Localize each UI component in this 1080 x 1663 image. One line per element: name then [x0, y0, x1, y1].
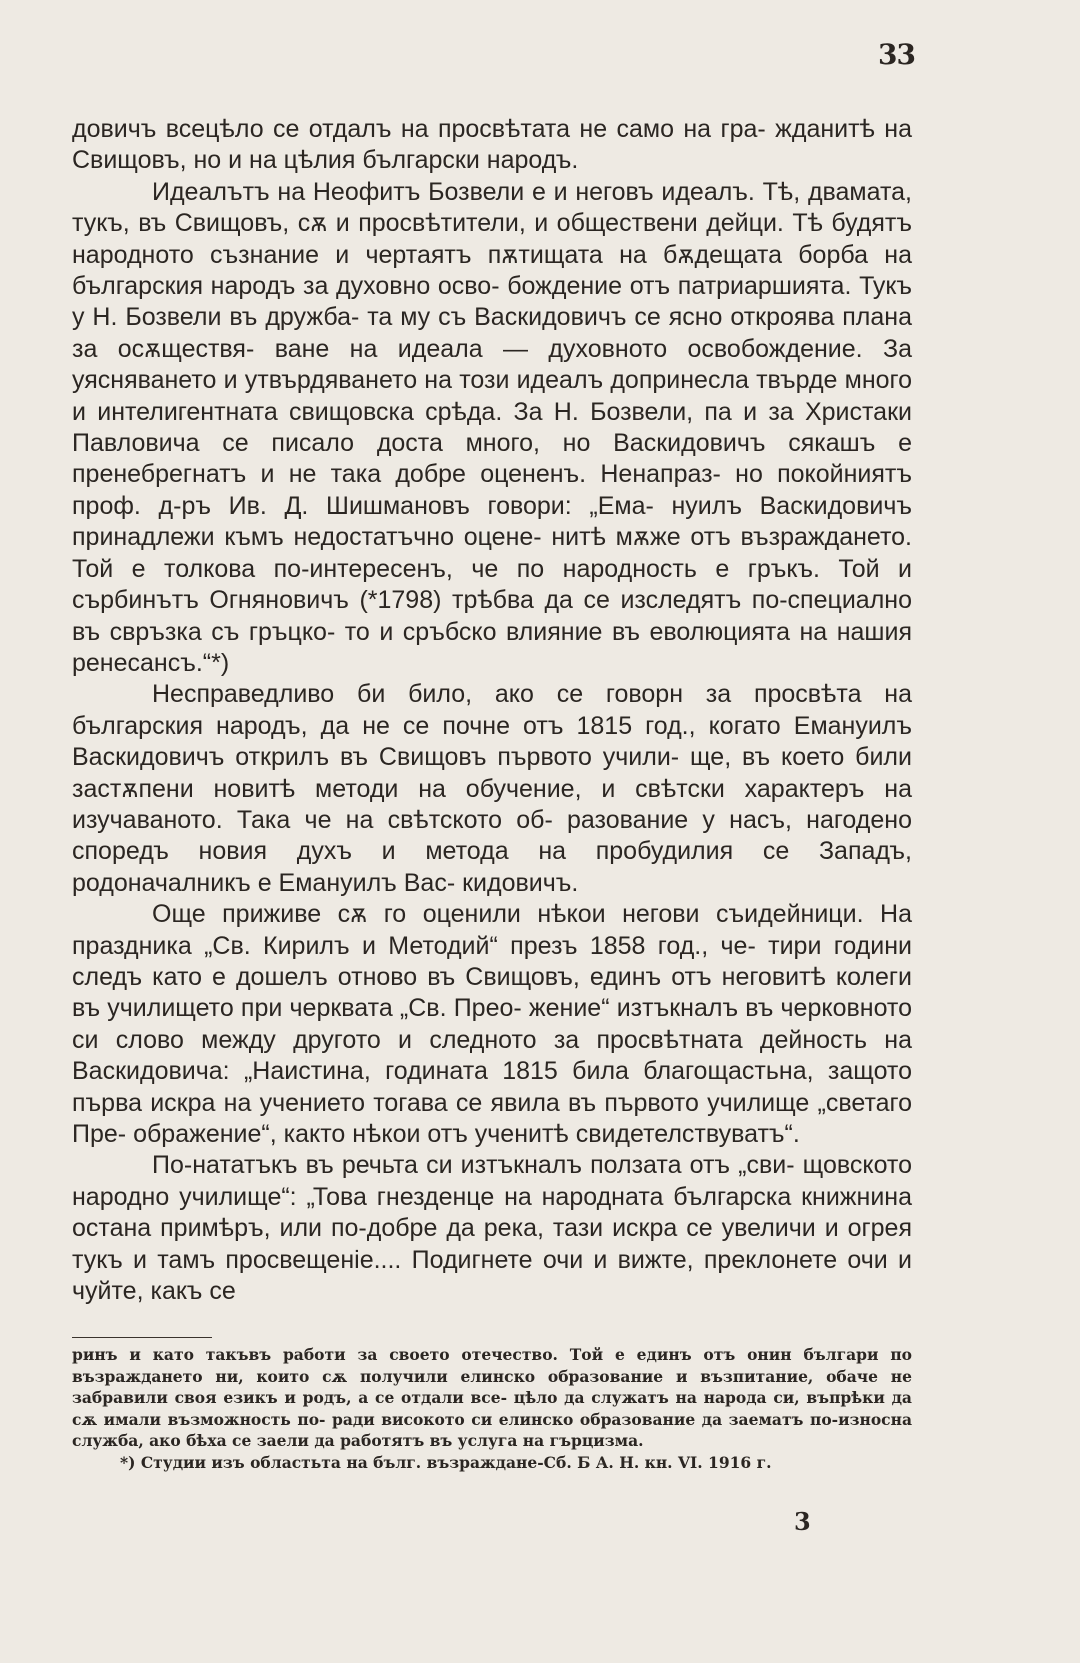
- text-line: нуилъ Васкидовичъ принадлежи къмъ недостатъчно оцене-: [72, 491, 912, 552]
- footnote-line: българи по възраждането ни, които сѫ получили елинско образование: [72, 1345, 912, 1386]
- text-line: Още приживе сѫ го оценили нѣкои негови съидейници.: [152, 900, 864, 929]
- text-line: то и сръбско влияние въ еволюцията на нашия ренесансъ.“*): [72, 617, 912, 677]
- text-line: На праздника „Св. Кирилъ и Методий“ презъ 1858 год., че-: [72, 900, 912, 960]
- page-number: 33: [878, 38, 915, 71]
- text-line: жение“ изтъкналъ въ черковното си слово между другото и: [72, 994, 913, 1054]
- footnote-line: цѣло да служатъ на народа си, въпрѣки да сѫ имали възможность по-: [72, 1388, 912, 1429]
- footnote-continuation: [72, 1344, 912, 1452]
- footnotes: [72, 1344, 912, 1474]
- text-line: отъ неговитѣ колеги въ училището при черквата „Св. Прео-: [72, 962, 912, 1023]
- paragraph-4: [72, 899, 912, 1150]
- text-line: двамата, тукъ, въ Свищовъ, сѫ и просвѣтители, и обществени: [72, 177, 912, 238]
- text-line: Идеалътъ на Неофитъ Бозвели е и неговъ идеалъ. Тѣ,: [152, 177, 801, 206]
- text-line: ображение“, както нѣкои отъ ученитѣ свидетелствуватъ“.: [133, 1120, 800, 1148]
- text-line: кидовичъ.: [462, 868, 579, 897]
- text-line: Подигнете очи и вижте, преклонете очи и чуйте, какъ се: [72, 1245, 912, 1306]
- text-line: нитѣ мѫже отъ възраждането. Той е толкова по-интересенъ,: [72, 523, 913, 583]
- text-line: учението тогава се явила въ първото училище „светаго Пре-: [72, 1088, 912, 1148]
- text-line: разование у насъ, нагодено споредъ новия духъ и метода: [72, 805, 912, 866]
- signature-mark: 3: [794, 1507, 811, 1536]
- text-line: следното за просвѣтната дейность на Васкидовича: „Наистина,: [72, 1025, 913, 1086]
- footnote-line: ринъ и като такъвъ работи за своето отечество. Той е единъ отъ онин: [72, 1345, 792, 1364]
- text-line: на пробудилия се Западъ, родоначалникъ е Емануилъ Вас-: [72, 837, 913, 897]
- text-line: свѣтски характеръ на изучаваното. Така че на свѣтското об-: [72, 774, 912, 834]
- paragraph-2: [72, 177, 912, 680]
- text-line: и утвърдяването на този идеалъ допринесла твърде много: [223, 366, 912, 395]
- text-line: дейци. Тѣ будятъ народното съзнание и чертаятъ пѫтищата: [72, 209, 913, 269]
- text-line: По-нататъкъ въ речьта си изтъкналъ ползата отъ „сви-: [152, 1151, 795, 1180]
- text-line: че по народность е гръкъ. Той и сърбинътъ Огняновичъ (*1798): [72, 554, 913, 615]
- text-line: довичъ всецѣло се отдалъ на просвѣтата не само на гра-: [72, 115, 766, 143]
- text-line: тази искра се увеличи и огрея тукъ и тамъ просвещеніе....: [72, 1214, 913, 1274]
- main-text: [72, 114, 912, 1307]
- text-line: бождение отъ патриаршията. Тукъ у Н. Бозвели въ дружба-: [72, 272, 912, 332]
- footnote-citation: *) Студии изъ областьта на бълг. възраждане-Сб. Б А. Н. кн. VI. 1916 г.: [120, 1452, 772, 1472]
- text-line: тири години следъ като е дошелъ отново въ Свищовъ, единъ: [72, 931, 912, 991]
- text-line: трѣбва да се изследятъ по-специално въ свръзка съ гръцко-: [72, 586, 912, 646]
- paragraph-1: [72, 114, 912, 177]
- text-line: Христаки Павловича се писало доста много, но Васкидовичъ: [72, 397, 912, 458]
- footnote-line: ради високото си елинско образование да заематъ по-износна служба,: [72, 1409, 912, 1451]
- text-line: сякашъ е пренебрегнатъ и не така добре оцененъ. Ненапраз-: [72, 429, 912, 489]
- text-line: но покойниятъ проф. д-ръ Ив. Д. Шишмановъ говори: „Ема-: [72, 460, 912, 520]
- text-line: жданитѣ на Свищовъ, но и на цѣлия български народъ.: [72, 115, 912, 175]
- text-line: българска книжнина остана примѣръ, или по-добре да река,: [72, 1182, 912, 1243]
- footnote-line: и възпитание, обаче не забравили своя езикъ и родъ, а се отдали все-: [72, 1366, 912, 1408]
- text-line: щовското народно училище“: „Това гнезденце на народната: [72, 1151, 913, 1211]
- paragraph-5: [72, 1150, 912, 1307]
- text-line: ще, въ което били застѫпени новитѣ методи на обучение, и: [72, 743, 912, 803]
- text-line: ване на идеала — духовното освобождение. За уясняването: [72, 334, 912, 395]
- text-line: Емануилъ Васкидовичъ открилъ въ Свищовъ първото учили-: [72, 711, 913, 772]
- text-line: на бѫдещата борба на българския народъ за духовно осво-: [72, 240, 912, 301]
- footnote-divider: [72, 1337, 212, 1338]
- text-line: и интелигентната свищовска срѣда. За Н. Бозвели, па и за: [72, 397, 794, 426]
- text-line: българския народъ, да не се почне отъ 1815 год., когато: [72, 711, 781, 740]
- text-line: годината 1815 била благощастьна, защото първа искра на: [72, 1057, 913, 1117]
- text-line: та му съ Васкидовичъ се ясно откроява плана за осѫществя-: [72, 303, 912, 363]
- text-line: Несправедливо би било, ако се говорн за просвѣта на: [152, 680, 912, 709]
- paragraph-3: [72, 679, 912, 899]
- footnote-line: ако бѣха се заели да работятъ въ услуга на гърцизма.: [149, 1431, 644, 1451]
